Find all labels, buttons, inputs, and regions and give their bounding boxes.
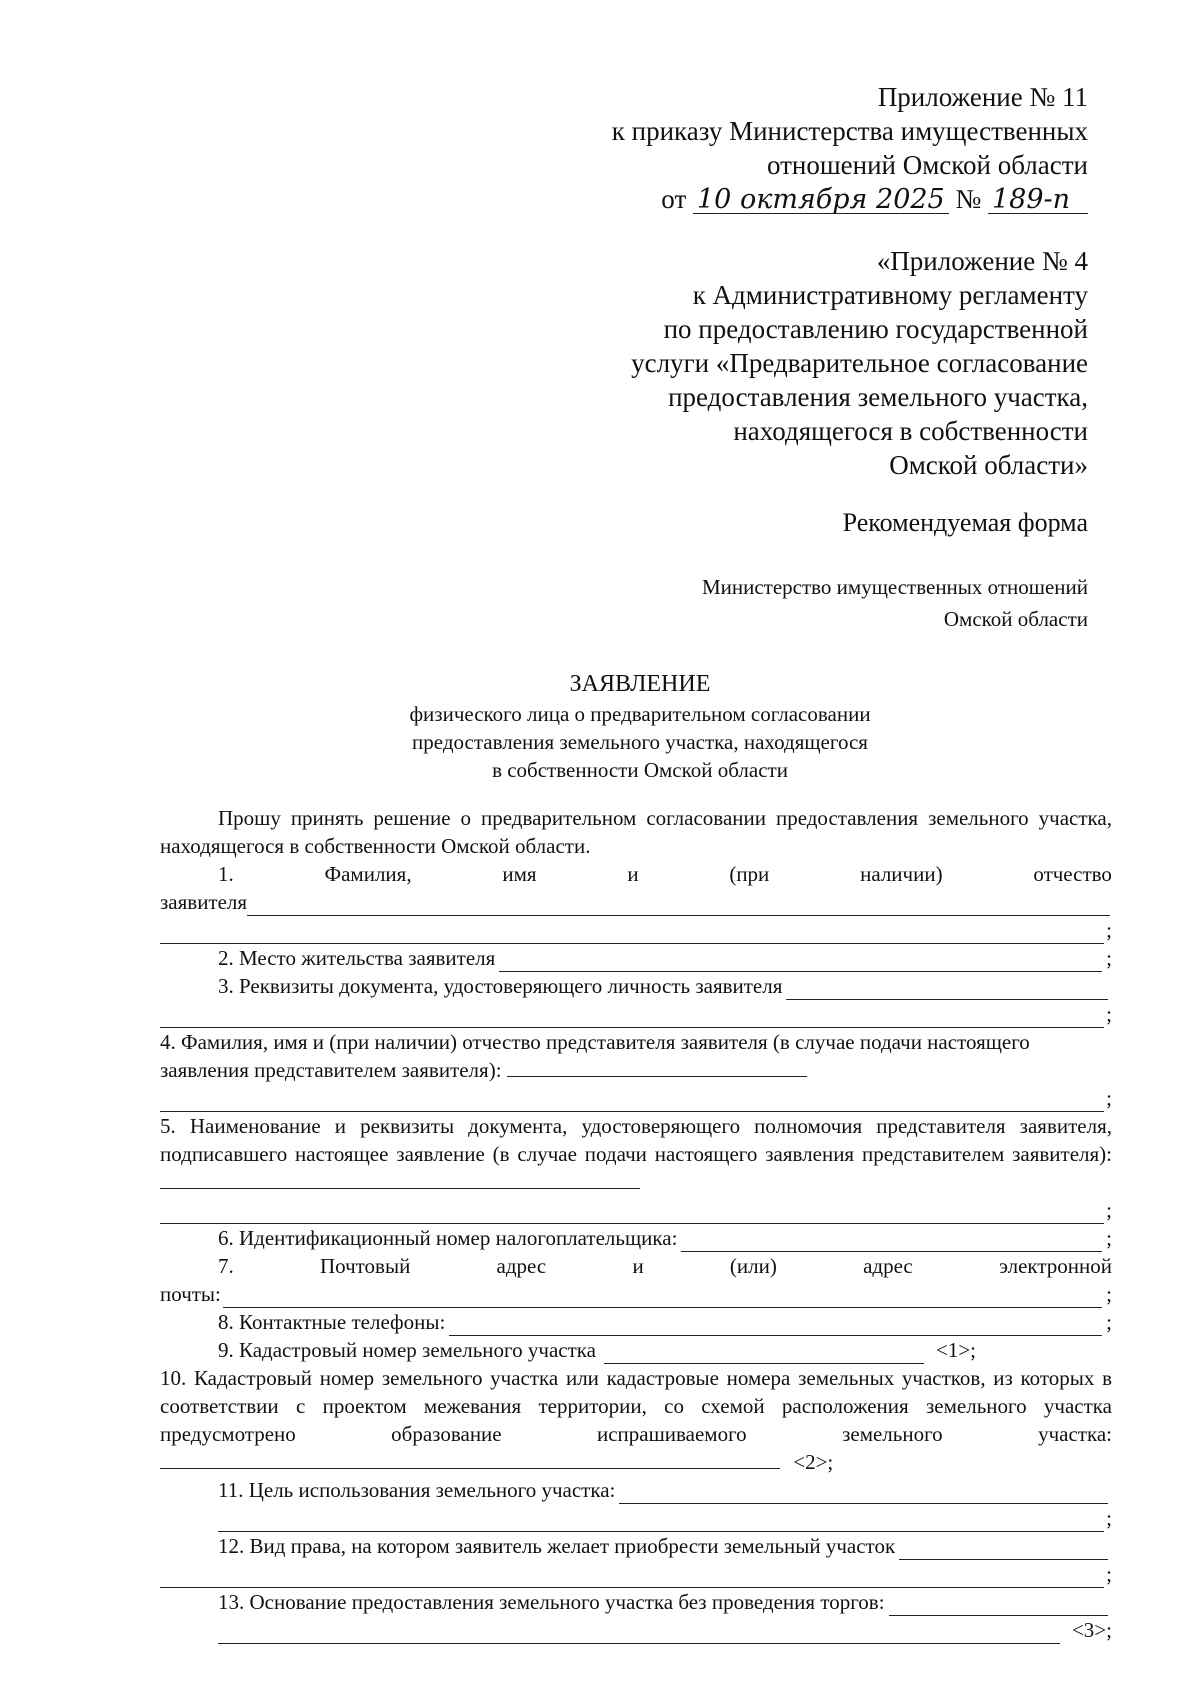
representative-name-field[interactable] [507,1056,807,1077]
item-11-label: 11. Цель использования земельного участка: [218,1478,616,1502]
item-4-row [160,1028,1112,1084]
item-5-row-2 [160,1196,1112,1224]
item-12-row [160,1532,1112,1560]
semicolon: ; [1106,1002,1112,1026]
item-9-label: 9. Кадастровый номер земельного участка [218,1338,596,1362]
usage-purpose-field-2[interactable] [218,1511,1104,1532]
id-document-field[interactable] [786,979,1108,1000]
appendix-order-ref: к приказу Министерства имущественных [611,116,1088,146]
semicolon: ; [1106,1562,1112,1586]
taxpayer-id-field[interactable] [681,1231,1102,1252]
right-type-field-2[interactable] [160,1567,1104,1588]
addressee-line: Омской области [943,607,1088,631]
item-7-word: адрес [863,1254,913,1278]
item-1-word: отчество [1033,862,1112,886]
item-10-label: 10. Кадастровый номер земельного участка или кадастровые номера земельных участков, из которых в соответствии с проектом межевания территории, со схемой расположения земельного участка предусмотрено образование испрашиваемого земельного участка: [160,1366,1112,1446]
item-7-word: и [632,1254,644,1278]
item-12-row-2 [160,1560,1112,1588]
item-5-block [160,1112,1112,1196]
appendix-number: Приложение № 11 [877,82,1088,112]
semicolon: ; [1106,918,1112,942]
postal-email-field[interactable] [223,1287,1102,1308]
applicant-name-field-2[interactable] [160,923,1104,944]
item-11-row [160,1476,1112,1504]
regulation-appendix-line: по предоставлению государственной [663,314,1088,344]
phone-field[interactable] [449,1315,1102,1336]
item-11-row-2 [160,1504,1112,1532]
semicolon: ; [1106,1310,1112,1334]
regulation-appendix-line: услуги «Предварительное согласование [631,348,1088,378]
item-3-label: 3. Реквизиты документа, удостоверяющего личность заявителя [218,974,783,998]
item-13-row [160,1588,1112,1616]
handwritten-order-number: 189-п [988,187,1088,214]
addressee-block [702,571,1088,635]
regulation-appendix-block [631,244,1088,482]
order-appendix-block [612,80,1088,216]
item-1-word: 1. [218,862,234,886]
item-3-row [160,972,1112,1000]
item-4-label: 4. Фамилия, имя и (при наличии) отчество представителя заявителя (в случае подачи настоящего заявления представителем заявителя): [160,1030,1030,1082]
order-number-label: № [955,184,982,214]
representative-name-field-2[interactable] [160,1091,1104,1112]
item-1-word: имя [502,862,537,886]
item-1-word: и [627,862,639,886]
item-1-heading [160,860,1112,888]
item-7-row [160,1280,1112,1308]
semicolon: ; [1106,1506,1112,1530]
semicolon: ; [1106,1086,1112,1110]
regulation-appendix-line: к Административному регламенту [692,280,1088,310]
item-2-label: 2. Место жительства заявителя [218,946,496,970]
regulation-appendix-line: Омской области» [889,450,1088,480]
item-7-heading [160,1252,1112,1280]
item-1-field-row-2 [160,916,1112,944]
semicolon: ; [1106,1282,1112,1306]
item-4-row-2 [160,1084,1112,1112]
item-1-field-row [160,888,1112,916]
appendix-order-ref-2: отношений Омской области [766,150,1088,180]
regulation-appendix-line: предоставления земельного участка, [668,382,1088,412]
item-7-word: 7. [218,1254,234,1278]
item-7-word: электронной [998,1254,1112,1278]
item-1-word: (при [729,862,770,886]
item-3-row-2 [160,1000,1112,1028]
addressee-line: Министерство имущественных отношений [701,575,1088,599]
authority-document-field-2[interactable] [160,1203,1104,1224]
item-12-label: 12. Вид права, на котором заявитель желает приобрести земельный участок [218,1534,896,1558]
item-8-row [160,1308,1112,1336]
document-title: ЗАЯВЛЕНИЕ [569,671,711,697]
semicolon: ; [1106,1226,1112,1250]
subtitle-line: в собственности Омской области [492,758,788,782]
grounds-field-2[interactable] [218,1623,1060,1644]
order-from-label: от [661,184,687,214]
residence-field[interactable] [499,951,1102,972]
item-7-word: Почтовый [319,1254,411,1278]
item-5-label: 5. Наименование и реквизиты документа, удостоверяющего полномочия представителя заявителя, подписавшего настоящее заявление (в случае подачи настоящего заявления представителем заявителя): [160,1114,1112,1166]
document-subtitle [160,700,1120,784]
item-8-label: 8. Контактные телефоны: [218,1310,446,1334]
footnote-3-ref: <3>; [1071,1618,1112,1642]
item-7-word: (или) [729,1254,777,1278]
subtitle-line: предоставления земельного участка, находящегося [412,730,868,754]
authority-document-field[interactable] [160,1168,640,1189]
semicolon: ; [1106,1198,1112,1222]
usage-purpose-field[interactable] [619,1483,1108,1504]
subtitle-line: физического лица о предварительном согласовании [409,702,871,726]
item-7-word: адрес [496,1254,547,1278]
intro-paragraph: Прошу принять решение о предварительном согласовании предоставления земельного участка, находящегося в собственности Омской области. [160,806,1112,858]
item-2-row [160,944,1112,972]
item-1-word: Фамилия, [324,862,412,886]
footnote-1-ref: <1>; [935,1338,977,1362]
handwritten-order-date: 10 октября 2025 [693,187,949,214]
regulation-appendix-line: «Приложение № 4 [876,246,1088,276]
item-13-label: 13. Основание предоставления земельного участка без проведения торгов: [218,1590,885,1614]
item-7-tail-label: почты: [160,1282,221,1306]
right-type-field[interactable] [899,1539,1108,1560]
applicant-name-field[interactable] [247,895,1110,916]
recommended-form-label: Рекомендуемая форма [842,508,1088,537]
grounds-field[interactable] [889,1595,1108,1616]
order-date-line [612,182,1088,216]
item-13-row-2 [160,1616,1112,1644]
item-1-word: наличии) [860,862,943,886]
item-6-row [160,1224,1112,1252]
item-6-label: 6. Идентификационный номер налогоплательщика: [218,1226,678,1250]
id-document-field-2[interactable] [160,1007,1104,1028]
application-body [160,804,1112,1644]
semicolon: ; [1106,946,1112,970]
regulation-appendix-line: находящегося в собственности [733,416,1088,446]
footnote-2-ref: <2>; [793,1450,834,1474]
item-10-block [160,1364,1112,1476]
item-9-row [160,1336,1112,1364]
source-cadastral-field[interactable] [160,1448,780,1469]
cadastral-number-field[interactable] [604,1343,924,1364]
item-1-tail-label: заявителя [160,890,248,914]
